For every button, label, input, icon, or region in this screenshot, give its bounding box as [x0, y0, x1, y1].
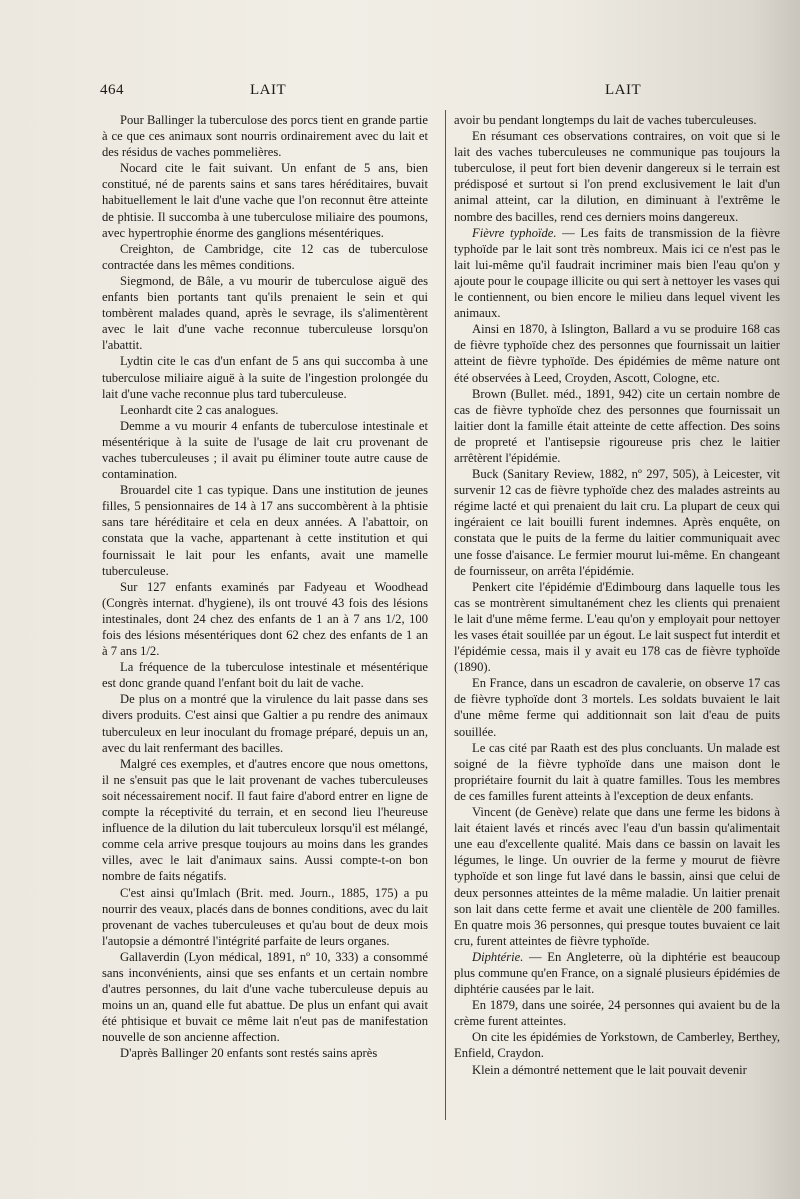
paragraph-continued: avoir bu pendant longtemps du lait de vaches tuberculeuses.	[454, 113, 757, 127]
paragraph: Nocard cite le fait suivant. Un enfant de 5 ans, bien constitué, né de parents sains et sans tares héréditaires, buvait habituellement le lait d'une vache que l'on reconnut être atteinte de phtisie. Il succomba à une tuberculose miliaire des poumons, avec hypertrophie énorme des ganglions mésentériques.	[102, 161, 428, 240]
right-column	[454, 112, 780, 1078]
paragraph: Demme a vu mourir 4 enfants de tuberculose intestinale et mésentérique à la suite de l'usage de lait cru provenant de vaches tuberculeuses ; il avait pu éliminer toute autre cause de contamination.	[102, 418, 428, 482]
paragraph: En France, dans un escadron de cavalerie, on observe 17 cas de fièvre typhoïde dont 3 mortels. Les soldats buvaient le lait d'une même ferme qui additionnait son lait d'eau de puits souillée.	[454, 676, 780, 739]
paragraph: Pour Ballinger la tuberculose des porcs tient en grande partie à ce que ces animaux sont nourris ordinairement avec du lait et des résidus de vaches pommelières.	[102, 113, 428, 160]
left-column	[102, 112, 428, 1062]
paragraph: De plus on a montré que la virulence du lait passe dans ses divers produits. C'est ainsi que Galtier a pu rendre des animaux tuberculeux en leur inoculant du fromage préparé, depuis un an, avec du lait renfermant des bacilles.	[102, 692, 428, 755]
column-divider	[445, 110, 446, 1120]
paragraph: Sur 127 enfants examinés par Fadyeau et Woodhead (Congrès internat. d'hygiene), ils ont trouvé 43 fois des lésions intestinales, dont 24 chez des enfants de 1 an à 7 ans 1/2, 100 fois des lésions mésentériques dont 62 chez des enfants de 1 an à 7 ans 1/2.	[102, 579, 428, 659]
paragraph: Malgré ces exemples, et d'autres encore que nous omettons, il ne s'ensuit pas que le lait provenant de vaches tuberculeuses soit nécessairement nocif. Il faut faire d'abord entrer en ligne de compte la réceptivité du terrain, et en second lieu l'heureuse influence de la dilution du lait tuberculeux lorsqu'il est mélangé, comme cela arrive presque toujours au moins dans les grandes villes, avec le lait d'animaux sains. Aussi compte-t-on bon nombre de faits négatifs.	[102, 756, 428, 884]
paragraph: Lydtin cite le cas d'un enfant de 5 ans qui succomba à une tuberculose miliaire aiguë à la suite de l'ingestion prolongée du lait d'une vache reconnue plus tard tuberculeuse.	[102, 354, 428, 401]
paragraph-section-fievre-typhoide: Fièvre typhoïde. — Les faits de transmission de la fièvre typhoïde par le lait sont très nombreux. Mais ici ce n'est pas le lait lui-même qu'il faudrait incriminer mais bien l'eau qu'on y ajoute pour le coupage illicite ou qui sert à nettoyer les vases qui le contiennent, ou bien encore le milieu dans lequel vivent les animaux.	[454, 225, 780, 321]
paragraph: C'est ainsi qu'Imlach (Brit. med. Journ., 1885, 175) a pu nourrir des veaux, placés dans de bonnes conditions, avec du lait provenant de vaches tuberculeuses et qu'au bout de deux mois l'autopsie a démontré l'intégrité parfaite de leurs organes.	[102, 885, 428, 948]
paragraph: Le cas cité par Raath est des plus concluants. Un malade est soigné de la fièvre typhoïde dans une maison dont le propriétaire fournit du lait à quatre familles. Tous les membres de ces familles furent atteints à l'exception de deux enfants.	[454, 740, 780, 803]
paragraph: Ainsi en 1870, à Islington, Ballard a vu se produire 168 cas de fièvre typhoïde chez des personnes que fournissait un laitier atteint de fièvre typhoïde. Des épidémies de même nature ont été observées à Leed, Croyden, Ascott, Cologne, etc.	[454, 322, 780, 385]
paragraph: En résumant ces observations contraires, on voit que si le lait des vaches tuberculeuses ne communique pas toujours la tuberculose, il peut fort bien devenir dangereux si le terrain est prédisposé et surtout si l'on prend exclusivement le lait d'un animal atteint, car la dilution, en diminuant à l'extrême le nombre des bacilles, rend ces derniers moins dangereux.	[454, 129, 780, 224]
paragraph: Creighton, de Cambridge, cite 12 cas de tuberculose contractée dans les mêmes conditions.	[102, 241, 428, 272]
paragraph: Leonhardt cite 2 cas analogues.	[120, 402, 279, 417]
paragraph: La fréquence de la tuberculose intestinale et mésentérique est donc grande quand l'enfant boit du lait de vache.	[102, 660, 428, 691]
paragraph: Brouardel cite 1 cas typique. Dans une institution de jeunes filles, 5 pensionnaires de 14 à 17 ans succombèrent à la phtisie sans tare héréditaire et cela en deux années. A l'abattoir, on constata que la vache, appartenant à cette institution et qui fournissait le lait pour les enfants, avait une mamelle tuberculeuse.	[102, 483, 428, 578]
left-running-title: LAIT	[250, 82, 287, 98]
paragraph: Siegmond, de Bâle, a vu mourir de tuberculose aiguë des enfants bien portants tant qu'ils prenaient le sein et qui tombèrent malades quand, après le sevrage, ils s'alimentèrent avec le lait d'une vache reconnue tuberculeuse lorsqu'on l'abattit.	[102, 273, 428, 353]
paragraph: En 1879, dans une soirée, 24 personnes qui avaient bu de la crème furent atteintes.	[454, 998, 780, 1029]
paragraph-section-diphterie: Diphtérie. — En Angleterre, où la diphtérie est beaucoup plus commune qu'en France, on a signalé plusieurs épidémies de diphtérie causées par le lait.	[454, 949, 780, 997]
paragraph: Klein a démontré nettement que le lait pouvait devenir	[472, 1062, 747, 1077]
paragraph: Brown (Bullet. méd., 1891, 942) cite un certain nombre de cas de fièvre typhoïde chez des personnes que fournissait un laitier dont la famille était atteinte de cette affection. Des soins de propreté et l'antisepsie rigoureuse pris chez le laitier arrêtèrent l'épidémie.	[454, 386, 780, 465]
paragraph: Buck (Sanitary Review, 1882, nº 297, 505), à Leicester, vit survenir 12 cas de fièvre typhoïde chez des malades astreints au régime lacté et qui prenaient du lait cru. La plupart de ceux qui ingéraient ce lait bouilli furent indemnes. Après enquête, on constata que le puits de la ferme du laitier communiquait avec une fosse d'aisance. Le fermier mourut lui-même. En changeant de fournisseur, on arrêta l'épidémie.	[454, 467, 780, 578]
paragraph: D'après Ballinger 20 enfants sont restés sains après	[120, 1046, 378, 1061]
paragraph: Gallaverdin (Lyon médical, 1891, nº 10, 333) a consommé sans inconvénients, ainsi que ses enfants et un certain nombre d'autres personnes, du lait d'une vache tuberculeuse depuis au moins un an, quand elle fut abattue. De plus un enfant qui avait été phtisique et buvait ce même lait n'eut pas de manifestation nouvelle de son ancienne affection.	[102, 949, 428, 1045]
right-running-title: LAIT	[605, 82, 642, 98]
paragraph: Penkert cite l'épidémie d'Edimbourg dans laquelle tous les cas se montrèrent simultanément chez les clients qui prenaient le lait d'une même ferme. L'eau qu'on y employait pour nettoyer les vases était souillée par un égout. Le lait suspect fut interdit et l'épidémie cessa, mais il y avait eu 178 cas de fièvre typhoïde (1890).	[454, 579, 780, 675]
running-header	[100, 82, 790, 104]
page-number: 464	[100, 82, 124, 98]
paragraph: Vincent (de Genève) relate que dans une ferme les bidons à lait étaient lavés et rincés avec l'eau d'un bassin qu'alimentait une eau d'excellente qualité. Mais dans ce bassin on lavait les légumes, le linge. Un ouvrier de la ferme y mourut de fièvre typhoïde et son linge fut lavé dans le bassin, ainsi que celui de deux personnes atteintes de la même maladie. Un laitier prenait son lait dans cette ferme et avait une clientèle de 200 familles. En quatre mois 36 personnes, qui presque toutes buvaient ce lait cru, furent atteintes de fièvre typhoïde.	[454, 805, 780, 948]
paragraph: On cite les épidémies de Yorkstown, de Camberley, Berthey, Enfield, Craydon.	[454, 1030, 780, 1061]
